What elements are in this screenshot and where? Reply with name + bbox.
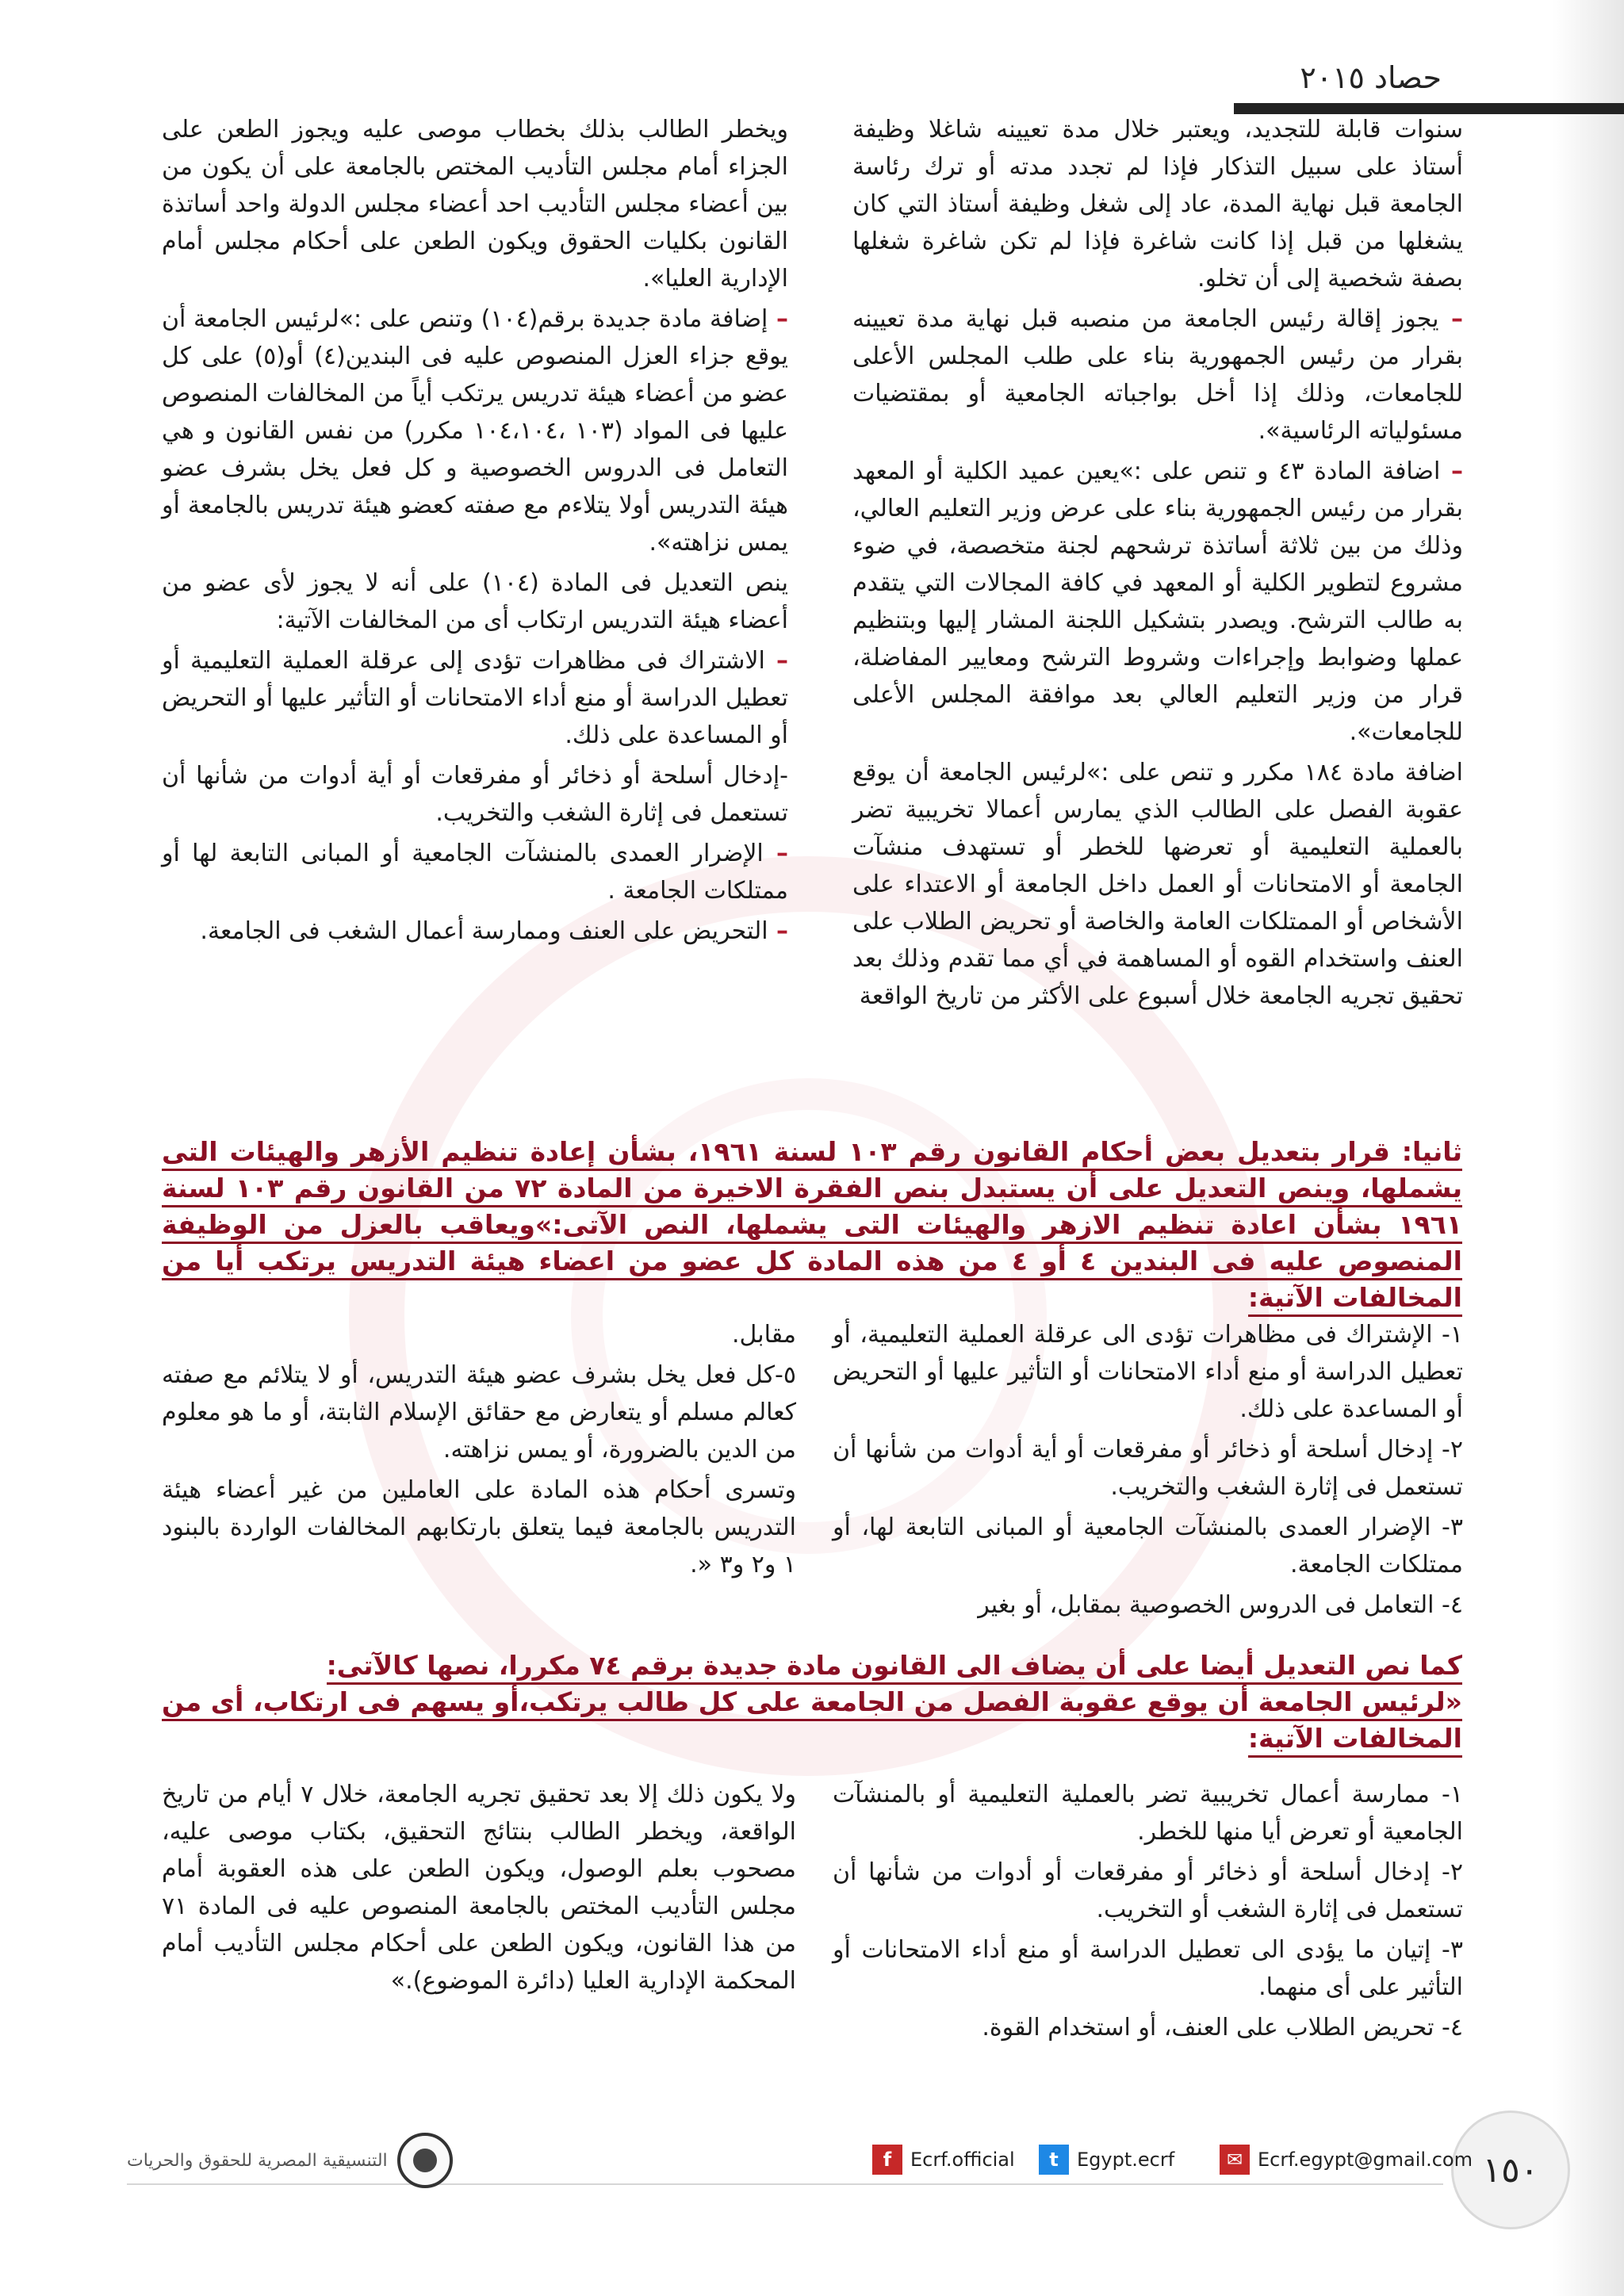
paragraph [162, 300, 788, 561]
list-item: ١- الإشتراك فى مظاهرات تؤدى الى عرقلة العملية التعليمية، أو تعطيل الدراسة أو منع أداء الامتحانات أو التأثير عليها أو التحريض أو المساعدة على ذلك. [833, 1321, 1463, 1423]
paragraph [852, 300, 1463, 450]
paragraph [162, 757, 788, 832]
section-heading-text: «لرئيس الجامعة أن يوقع عقوبة الفصل من الجامعة على كل طالب يرتكب،أو يسهم فى ارتكاب، أى من المخالفات الآتية: [162, 1686, 1462, 1758]
paragraph: ولا يكون ذلك إلا بعد تحقيق تجريه الجامعة، خلال ٧ أيام من تاريخ الواقعة، ويخطر الطالب بنتائج التحقيق، بكتاب موصى عليه، مصحوب بعلم الوصول، ويكون الطعن على هذه العقوبة أمام مجلس التأديب المختص بالجامعة المنصوص عليه فى المادة ٧١ من هذا القانون، ويكون الطعن على أحكام مجلس التأديب أمام المحكمة الإدارية العليا (دائرة الموضوع).» [162, 1781, 796, 1995]
section-heading-line [162, 1684, 1462, 1757]
paragraph-text: اضافة المادة ٤٣ و تنص على :»يعين عميد الكلية أو المعهد بقرار من رئيس الجمهورية بناء على عرض وزير التعليم العالي، وذلك من بين ثلاثة أساتذة ترشحهم لجنة متخصصة، في ضوء مشروع لتطوير الكلية أو المعهد في كافة المجالات التي يتقدم به طالب الترشح. ويصدر بتشكيل اللجنة المشار إليها وبتنظيم عملها وضوابط وإجراءات وشروط الترشح ومعايير المفاضلة، قرار من وزير التعليم العالي بعد موافقة المجلس الأعلى للجامعات». [852, 457, 1463, 746]
right-column-middle [833, 1316, 1463, 1627]
paragraph [162, 564, 788, 639]
left-column-top [162, 111, 788, 953]
email-link[interactable] [1220, 2142, 1473, 2177]
paragraph-text: الاشتراك فى مظاهرات تؤدى إلى عرقلة العملية التعليمية أو تعطيل الدراسة أو منع أداء الامتحانات أو التأثير عليها أو التحريض أو المساعدة على ذلك. [162, 647, 788, 749]
list-item: ٣- الإضرار العمدى بالمنشآت الجامعية أو المبانى التابعة لها، أو ممتلكات الجامعة. [833, 1513, 1463, 1578]
paragraph [852, 754, 1463, 1015]
mail-icon: ✉ [1220, 2145, 1250, 2175]
organization-name: التنسيقية المصرية للحقوق والحريات [127, 2150, 388, 2171]
email-text: Ecrf.egypt@gmail.com [1258, 2149, 1473, 2171]
right-column-bottom [833, 1776, 1463, 2049]
paragraph: وتسرى أحكام هذه المادة على العاملين من غير أعضاء هيئة التدريس بالجامعة فيما يتعلق بارتكابهم المخالفات الواردة بالبنود ١ و٢ و٣ «. [162, 1476, 796, 1578]
section-heading-text: كما نص التعديل أيضا على أن يضاف الى القانون مادة جديدة برقم ٧٤ مكررا، نصها كالآتى: [327, 1650, 1462, 1685]
paragraph-text: التحريض على العنف وممارسة أعمال الشغب فى الجامعة. [200, 917, 768, 945]
page-number: ١٥٠ [1451, 2110, 1570, 2229]
list-item: ٣- إتيان ما يؤدى الى تعطيل الدراسة أو منع أداء الامتحانات أو التأثير على أى منهما. [833, 1936, 1463, 2001]
paragraph-text: اضافة مادة ١٨٤ مكرر و تنص على :»لرئيس الجامعة أن يوقع عقوبة الفصل على الطالب الذي يمارس أعمالا تخريبية تضر بالعملية التعليمية أو تعرضها للخطر أو تستهدف منشآت الجامعة أو الامتحانات أو العمل داخل الجامعة أو الاعتداء على الأشخاص أو الممتلكات العامة والخاصة أو تحريض الطلاب على العنف واستخدام القوه أو المساهمة في أي مما تقدم وذلك بعد تحقيق تجريه الجامعة خلال أسبوع على الأكثر من تاريخ الواقعة [852, 759, 1463, 1010]
paragraph-text: سنوات قابلة للتجديد، ويعتبر خلال مدة تعيينه شاغلا وظيفة أستاذ على سبيل التذكار فإذا لم تجدد مدته أو ترك رئاسة الجامعة قبل نهاية المدة، عاد إلى شغل وظيفة أستاذ التي كان يشغلها من قبل إذا كانت شاغرة فإذا لم تكن شاغرة شغلها بصفة شخصية إلى أن تخلو. [852, 116, 1463, 293]
page-edge-shade [1553, 0, 1624, 2296]
bullet-dash: – [1440, 457, 1463, 485]
list-item: ١- ممارسة أعمال تخريبية تضر بالعملية التعليمية أو بالمنشآت الجامعية أو تعرض أيا منها للخطر. [833, 1781, 1463, 1846]
organization-logo-icon [397, 2133, 453, 2188]
right-column-top [852, 111, 1463, 1018]
paragraph [162, 835, 788, 909]
paragraph-text: يجوز إقالة رئيس الجامعة من منصبه قبل نهاية مدة تعيينه بقرار من رئيس الجمهورية بناء على طلب المجلس الأعلى للجامعات، وذلك إذا أخل بواجباته الجامعية أو بمقتضيات مسئولياته الرئاسية». [852, 305, 1463, 445]
bullet-dash: – [768, 917, 788, 945]
paragraph [852, 111, 1463, 297]
list-item: ٢- إدخال أسلحة أو ذخائر أو مفرقعات أو أية أدوات من شأنها أن تستعمل فى إثارة الشغب والتخريب. [833, 1436, 1463, 1501]
paragraph [162, 111, 788, 297]
list-item: ٥-كل فعل يخل بشرف عضو هيئة التدريس، أو لا يتلائم مع صفته كعالم مسلم أو يتعارض مع حقائق الإسلام الثابتة، أو ما هو معلوم من الدين بالضرورة، أو يمس نزاهته. [162, 1361, 796, 1464]
twitter-icon: t [1039, 2145, 1069, 2175]
list-item: ٤- تحريض الطلاب على العنف، أو استخدام القوة. [982, 2014, 1463, 2042]
list-item: مقابل. [732, 1321, 796, 1349]
paragraph-text: إضافة مادة جديدة برقم(١٠٤) وتنص على :»لرئيس الجامعة أن يوقع جزاء العزل المنصوص عليه فى البندين(٤) أو(٥) على كل عضو من أعضاء هيئة تدريس يرتكب أياً من المخالفات المنصوص عليها فى المواد (١٠٣ ،١٠٤،١٠٤ مكرر) من نفس القانون و هي التعامل فى الدروس الخصوصية و كل فعل يخل بشرف عضو هيئة التدريس أولا يتلاءم مع صفته كعضو هيئة تدريس بالجامعة أو يمس نزاهته». [162, 305, 789, 557]
paragraph-text: ويخطر الطالب بذلك بخطاب موصى عليه ويجوز الطعن على الجزاء أمام مجلس التأديب المختص بالجامعة على أن يكون من بين أعضاء مجلس التأديب احد أعضاء مجلس الدولة واحد أساتذة القانون بكليات الحقوق ويكون الطعن على أحكام مجلس أمام الإدارية العليا». [162, 116, 788, 293]
paragraph-text: ينص التعديل فى المادة (١٠٤) على أنه لا يجوز لأى عضو من أعضاء هيئة التدريس ارتكاب أى من المخالفات الآتية: [162, 569, 788, 634]
bullet-dash: – [1438, 305, 1463, 333]
twitter-handle: Egypt.ecrf [1077, 2149, 1175, 2171]
bullet-dash: – [763, 840, 788, 867]
facebook-icon: f [872, 2145, 902, 2175]
left-column-bottom [162, 1776, 796, 2003]
section-heading-line [162, 1647, 1462, 1684]
list-item: ٤- التعامل فى الدروس الخصوصية بمقابل، أو بغير [978, 1591, 1463, 1619]
section-heading-text: ثانيا: قرار بتعديل بعض أحكام القانون رقم ١٠٣ لسنة ١٩٦١، بشأن إعادة تنظيم الأزهر والهيئات التى يشملها، وينص التعديل على أن يستبدل بنص الفقرة الاخيرة من المادة ٧٢ من القانون رقم ١٠٣ لسنة ١٩٦١ بشأن اعادة تنظيم الازهر والهيئات التى يشملها، النص الآتى:»ويعاقب بالعزل من الوظيفة المنصوص عليه فى البندين ٤ أو ٤ من هذه المادة كل عضو من اعضاء هيئة التدريس يرتكب أيا من المخالفات الآتية: [162, 1136, 1462, 1317]
section-heading [162, 1134, 1462, 1316]
paragraph [162, 913, 788, 950]
bullet-dash: – [768, 305, 788, 333]
bullet-dash: – [764, 647, 788, 675]
left-column-middle [162, 1316, 796, 1586]
section-heading-2 [162, 1647, 1462, 1757]
paragraph-text: -إدخال أسلحة أو ذخائر أو مفرقعات أو أية أدوات من شأنها أن تستعمل فى إثارة الشغب والتخريب. [162, 762, 788, 827]
list-item: ٢- إدخال أسلحة أو ذخائر أو مفرقعات أو أدوات من شأنها أن تستعمل فى إثارة الشغب أو التخريب. [833, 1858, 1463, 1923]
running-head: حصاد ٢٠١٥ [1300, 60, 1442, 95]
facebook-link[interactable] [872, 2142, 1015, 2177]
twitter-link[interactable] [1039, 2142, 1174, 2177]
paragraph [852, 453, 1463, 751]
paragraph-text: الإضرار العمدى بالمنشآت الجامعية أو المبانى التابعة لها أو ممتلكات الجامعة . [162, 840, 788, 905]
paragraph [162, 642, 788, 754]
organization-mark [127, 2133, 453, 2188]
facebook-handle: Ecrf.official [910, 2149, 1015, 2171]
